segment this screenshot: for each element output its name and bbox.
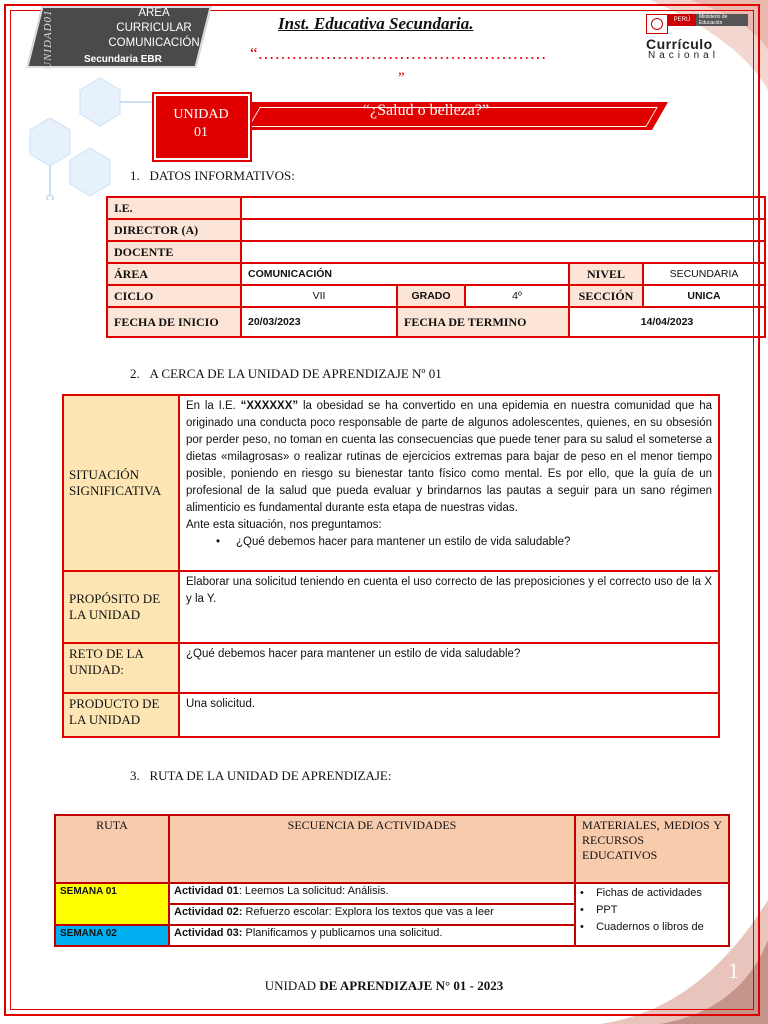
- footer-prefix: UNIDAD: [264, 978, 320, 993]
- seccion-label: SECCIÓN: [569, 285, 643, 307]
- docente-label: DOCENTE: [107, 241, 241, 263]
- materiales-item: • PPT: [580, 904, 618, 916]
- section-title: DATOS INFORMATIVOS:: [149, 168, 295, 183]
- semana-01: SEMANA 01: [55, 883, 169, 925]
- ciclo-label: CICLO: [107, 285, 241, 307]
- area-value: COMUNICACIÓN: [241, 263, 569, 285]
- situacion-bullet-text: ¿Qué debemos hacer para mantener un estilo de vida saludable?: [236, 536, 571, 548]
- ie-value: [241, 197, 765, 219]
- situacion-bullet: • ¿Qué debemos hacer para mantener un estilo de vida saludable?: [216, 536, 571, 548]
- table-row: [63, 693, 719, 737]
- activity-label: Actividad 02:: [174, 906, 243, 918]
- closing-quote: ”: [398, 70, 405, 86]
- table-row: [107, 197, 765, 219]
- materiales-item-text: Fichas de actividades: [596, 887, 702, 899]
- table-row: [55, 883, 729, 904]
- proposito-text: Elaborar una solicitud teniendo en cuenta el uso correcto de las preposiciones y el correcto uso de la X y la Y.: [179, 571, 719, 643]
- institution-title: Inst. Educativa Secundaria.: [278, 14, 474, 33]
- nacional-logo-text: Nacional: [648, 50, 719, 61]
- table-row: [63, 395, 719, 571]
- materiales-item-text: PPT: [596, 904, 618, 916]
- materiales-item: • Cuadernos o libros de: [580, 921, 704, 933]
- activity-label: Actividad 03:: [174, 927, 243, 939]
- section-2-heading: [130, 366, 442, 382]
- fecha-termino-value: 14/04/2023: [569, 307, 765, 337]
- secuencia-header: SECUENCIA DE ACTIVIDADES: [169, 815, 575, 883]
- area-curricular-label: [90, 6, 218, 51]
- table-row: [55, 815, 729, 883]
- director-value: [241, 219, 765, 241]
- ie-label: I.E.: [107, 197, 241, 219]
- grado-label: GRADO: [397, 285, 465, 307]
- page-footer: [0, 978, 768, 994]
- section-title: RUTA DE LA UNIDAD DE APRENDIZAJE:: [149, 768, 392, 783]
- area-subtitle: Secundaria EBR: [84, 54, 162, 65]
- materiales-header: MATERIALES, MEDIOS Y RECURSOS EDUCATIVOS: [575, 815, 729, 883]
- curriculo-logo-text: Currículo: [646, 36, 713, 52]
- ministerio-logo-label: Ministerio de Educación: [696, 14, 748, 26]
- activity-03: [169, 925, 575, 946]
- unit-number-label: [152, 106, 250, 142]
- semana-02: SEMANA 02: [55, 925, 169, 946]
- section-3-heading: [130, 768, 391, 784]
- table-row: [107, 307, 765, 337]
- situacion-pre: En la I.E.: [186, 400, 241, 412]
- area-line: CURRICULAR: [116, 22, 192, 34]
- docente-value: [241, 241, 765, 263]
- ruta-header: RUTA: [55, 815, 169, 883]
- section-number: 2.: [130, 366, 140, 381]
- activity-text: : Leemos La solicitud: Análisis.: [238, 885, 389, 897]
- situacion-ie: “XXXXXX”: [240, 400, 299, 412]
- section-title: A CERCA DE LA UNIDAD DE APRENDIZAJE Nº 01: [149, 366, 442, 381]
- activity-text: Refuerzo escolar: Explora los textos que vas a leer: [242, 906, 494, 918]
- situacion-ante: Ante esta situación, nos preguntamos:: [186, 519, 382, 531]
- table-row: [107, 263, 765, 285]
- peru-shield-icon: [646, 14, 668, 34]
- table-row: [107, 241, 765, 263]
- materiales-list: [575, 883, 729, 946]
- section-number: 1.: [130, 168, 140, 183]
- page-number: 1: [728, 958, 739, 983]
- situacion-label: SITUACIÓN SIGNIFICATIVA: [63, 395, 179, 571]
- materiales-item: • Fichas de actividades: [580, 887, 702, 899]
- materiales-item-text: Cuadernos o libros de: [596, 921, 704, 933]
- table-row: [107, 219, 765, 241]
- unit-title: “¿Salud o belleza?”: [362, 102, 490, 119]
- activity-02: [169, 904, 575, 925]
- datos-informativos-table: [106, 196, 766, 338]
- nivel-label: NIVEL: [569, 263, 643, 285]
- producto-text: Una solicitud.: [179, 693, 719, 737]
- fecha-inicio-label: FECHA DE INICIO: [107, 307, 241, 337]
- fecha-inicio-value: 20/03/2023: [241, 307, 397, 337]
- peru-logo-label: PERÚ: [668, 14, 696, 26]
- activity-text: Planificamos y publicamos una solicitud.: [242, 927, 443, 939]
- reto-label: RETO DE LA UNIDAD:: [63, 643, 179, 693]
- unit-number: 01: [194, 125, 208, 140]
- situacion-body: la obesidad se ha convertido en una epidemia en nuestra comunidad que ha originado una conducta poco responsable de parte de algunos adolescentes, quienes, en su obsesión por perder peso, no toman en cuenta las consecuencias que puede tener para su salud el someterse a dietas «milagrosas» o realizar rutinas de ejercicios extremas para bajar de peso en el menor tiempo posible, poniendo en riesgo su bienestar tanto físico como mental. Es por ello, que la guía de un profesional de la salud que pueda evaluar y brindarnos las pautas a seguir para un sano régimen alimenticio es fundamental durante esta etapa de nuestras vidas.: [186, 400, 712, 514]
- table-row: [63, 643, 719, 693]
- fecha-termino-label: FECHA DE TERMINO: [397, 307, 569, 337]
- unidad-vertical-label: UNIDAD01: [42, 9, 54, 70]
- nivel-value: SECUNDARIA: [643, 263, 765, 285]
- section-1-heading: [130, 168, 295, 184]
- table-row: [63, 571, 719, 643]
- director-label: DIRECTOR (A): [107, 219, 241, 241]
- situacion-text: [179, 395, 719, 571]
- ciclo-value: VII: [241, 285, 397, 307]
- area-line: COMUNICACIÓN: [108, 37, 200, 49]
- ruta-table: [54, 814, 730, 947]
- footer-bold: DE APRENDIZAJE N° 01 - 2023: [319, 978, 504, 993]
- institution-name-placeholder: “……………………………………………: [250, 44, 547, 63]
- table-row: [107, 285, 765, 307]
- producto-label: PRODUCTO DE LA UNIDAD: [63, 693, 179, 737]
- activity-01: [169, 883, 575, 904]
- grado-value: 4º: [465, 285, 569, 307]
- acerca-unidad-table: [62, 394, 720, 738]
- unit-label: UNIDAD: [173, 107, 229, 122]
- proposito-label: PROPÓSITO DE LA UNIDAD: [63, 571, 179, 643]
- area-label: ÁREA: [107, 263, 241, 285]
- section-number: 3.: [130, 768, 140, 783]
- reto-text: ¿Qué debemos hacer para mantener un estilo de vida saludable?: [179, 643, 719, 693]
- activity-label: Actividad 01: [174, 885, 239, 897]
- area-line: AREA: [138, 7, 170, 19]
- seccion-value: UNICA: [643, 285, 765, 307]
